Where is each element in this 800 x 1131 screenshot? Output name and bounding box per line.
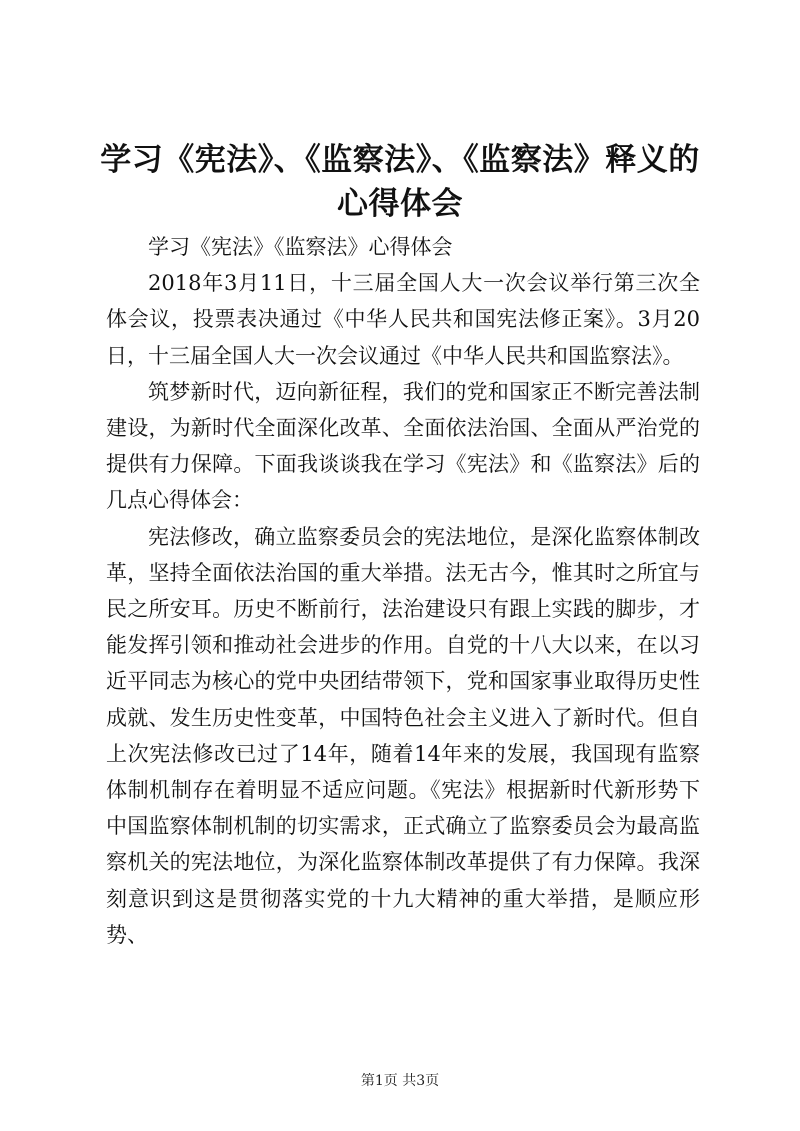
body-paragraph: 宪法修改，确立监察委员会的宪法地位，是深化监察体制改革，坚持全面依法治国的重大举措。法无古今，惟其时之所宜与民之所安耳。历史不断前行，法治建设只有跟上实践的脚步，才能发挥引领和推动社会进步的作用。自党的十八大以来，在以习近平同志为核心的党中央团结带领下，党和国家事业取得历史性成就、发生历史性变革，中国特色社会主义进入了新时代。但自上次宪法修改已过了14年，随着14年来的发展，我国现有监察体制机制存在着明显不适应问题。《宪法》根据新时代新形势下中国监察体制机制的切实需求，正式确立了监察委员会为最高监察机关的宪法地位，为深化监察体制改革提供了有力保障。我深刻意识到这是贯彻落实党的十九大精神的重大举措，是顺应形势、 bbox=[106, 524, 700, 947]
page-footer bbox=[0, 1071, 800, 1091]
document-title: 学习《宪法》、《监察法》、《监察法》释义的心得体会 bbox=[100, 142, 700, 222]
document-body bbox=[106, 229, 700, 953]
subtitle-paragraph: 学习《宪法》《监察法》心得体会 bbox=[148, 235, 453, 259]
body-paragraph: 筑梦新时代，迈向新征程，我们的党和国家正不断完善法制建设，为新时代全面深化改革、全面依法治国、全面从严治党的提供有力保障。下面我谈谈我在学习《宪法》和《监察法》后的几点心得体会： bbox=[106, 379, 700, 513]
body-paragraph: 2018年3月11日，十三届全国人大一次会议举行第三次全体会议，投票表决通过《中华人民共和国宪法修正案》。3月20日，十三届全国人大一次会议通过《中华人民共和国监察法》。 bbox=[106, 271, 700, 368]
page-number: 第1页 共3页 bbox=[360, 1073, 440, 1089]
